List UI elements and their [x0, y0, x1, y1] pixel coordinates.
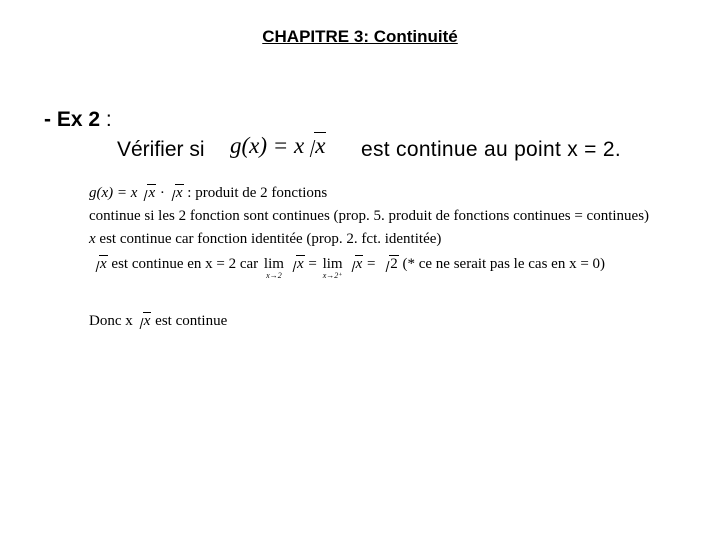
function-definition [230, 133, 326, 159]
equals-sign: = [304, 256, 321, 272]
limit-left-label: lim [263, 256, 284, 272]
proof-line-1-lhs: g(x) = x [89, 185, 138, 201]
conclusion-tail: est continue [151, 313, 228, 329]
sqrt-symbol [166, 185, 184, 202]
question-tail: est continue au point x = 2. [361, 138, 621, 161]
question-lead: Vérifier si [117, 138, 205, 161]
limit-left [263, 256, 284, 280]
exercise-number: - Ex 2 [44, 108, 101, 131]
sqrt-symbol [380, 256, 399, 273]
exercise-label [44, 108, 112, 132]
sqrt-symbol [305, 133, 326, 159]
function-lhs: g(x) = x [230, 133, 305, 158]
chapter-number: CHAPITRE 3 [262, 27, 364, 46]
proof-line-1-text: : produit de 2 fonctions [183, 185, 328, 201]
sqrt-radicand: x [175, 185, 183, 201]
sqrt-symbol [287, 256, 305, 273]
sqrt-radicand: x [315, 133, 326, 158]
sqrt-radicand: 2 [390, 256, 398, 272]
equals-sign: = [363, 256, 380, 272]
proof-line-4-text-a: est continue en x = 2 car [107, 256, 262, 272]
sqrt-radicand: x [100, 256, 107, 272]
sqrt-radicand: x [296, 256, 304, 272]
proof-line-2: continue si les 2 fonction sont continues (prop. 5. produit de fonctions continues = continues) [89, 208, 650, 224]
proof-line-3-var: x [89, 231, 96, 247]
sqrt-radicand: x [143, 313, 151, 329]
sqrt-radicand: x [355, 256, 363, 272]
sqrt-symbol [138, 185, 156, 202]
conclusion-lead: Donc x [89, 313, 133, 329]
dot-operator: · [159, 185, 165, 201]
limit-right-sub: x→2⁺ [322, 271, 343, 280]
limit-left-sub: x→2 [266, 271, 282, 280]
sqrt-symbol [346, 256, 364, 273]
proof-line-4-text-b: (* ce ne serait pas le cas en x = 0) [398, 256, 606, 272]
sqrt-symbol [134, 313, 152, 330]
limit-right-label: lim [322, 256, 343, 272]
page-title [0, 27, 720, 47]
proof-line-3-text: est continue car fonction identitée (prop. 2. fct. identitée) [95, 231, 442, 247]
proof-line-3 [89, 231, 441, 248]
exercise-colon: : [100, 108, 112, 131]
sqrt-radicand: x [148, 185, 156, 201]
chapter-topic: : Continuité [363, 27, 458, 46]
sqrt-symbol [90, 256, 108, 273]
proof-line-4 [89, 256, 606, 280]
limit-right [322, 256, 343, 280]
proof-line-1 [89, 185, 327, 202]
conclusion-line [89, 313, 227, 330]
